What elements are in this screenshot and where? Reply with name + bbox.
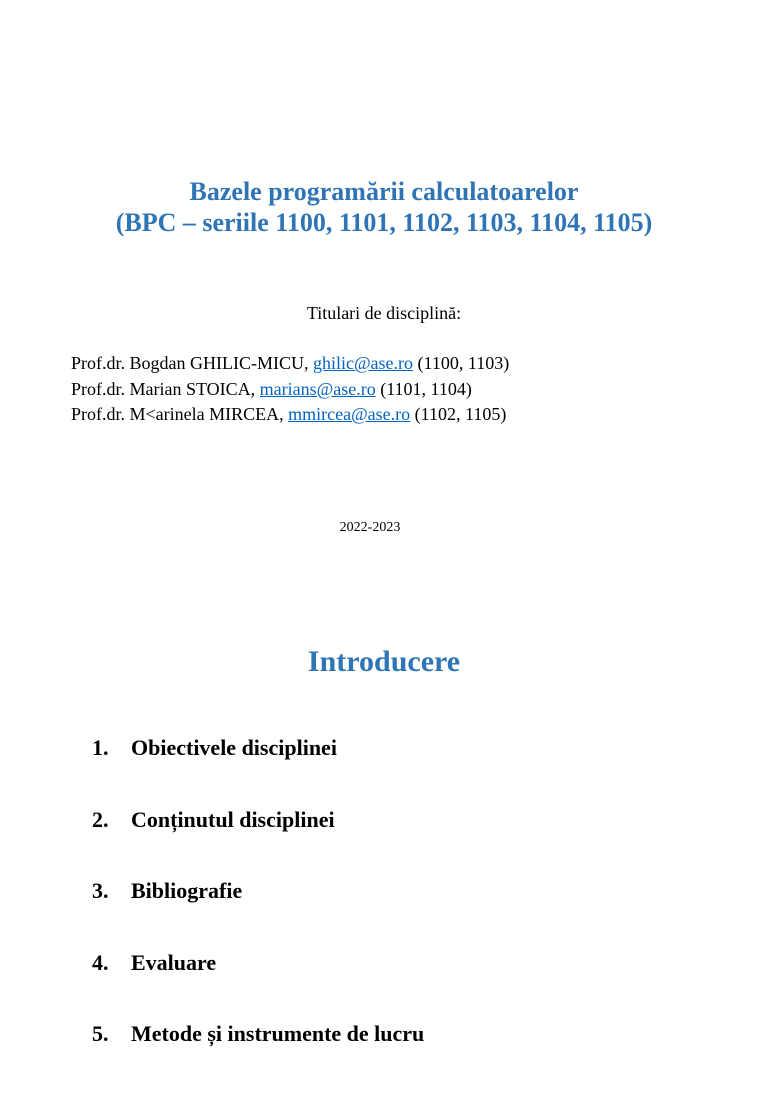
professor-series: (1100, 1103)	[413, 353, 510, 373]
professor-email-link[interactable]: mmircea@ase.ro	[288, 404, 411, 424]
professor-row	[71, 351, 509, 377]
professor-series: (1102, 1105)	[410, 404, 507, 424]
titulari-label: Titulari de disciplină:	[306, 303, 462, 323]
professor-email-link[interactable]: marians@ase.ro	[259, 378, 376, 399]
toc-item-number: 4.	[92, 949, 109, 975]
toc-item	[92, 735, 424, 807]
professor-row	[71, 377, 509, 403]
toc-item-label: Metode și instrumente de lucru	[131, 1021, 425, 1046]
professor-row	[71, 402, 509, 428]
toc-item	[92, 807, 424, 879]
toc-item-number: 2.	[92, 806, 109, 832]
title-line-1: Bazele programării calculatoarelor	[189, 177, 579, 206]
toc-item	[92, 878, 424, 950]
academic-year: 2022-2023	[339, 520, 401, 535]
professor-name: Prof.dr. Marian STOICA,	[71, 378, 260, 399]
professor-name: Prof.dr. M<arinela MIRCEA,	[71, 404, 289, 424]
table-of-contents	[92, 735, 424, 1093]
toc-item-label: Obiectivele disciplinei	[131, 735, 337, 760]
toc-item-label: Conținutul disciplinei	[131, 806, 335, 832]
professor-list	[71, 351, 509, 428]
document-title	[0, 176, 768, 238]
section-heading: Introducere	[307, 645, 461, 678]
title-line-2: (BPC – seriile 1100, 1101, 1102, 1103, 1104, 1105)	[115, 208, 653, 237]
toc-item-label: Evaluare	[131, 949, 217, 975]
toc-item	[92, 950, 424, 1022]
toc-item	[92, 1021, 424, 1093]
toc-item-number: 1.	[92, 735, 109, 760]
professor-email-link[interactable]: ghilic@ase.ro	[312, 353, 414, 373]
toc-item-label: Bibliografie	[131, 878, 243, 903]
professor-name: Prof.dr. Bogdan GHILIC-MICU,	[71, 353, 313, 373]
toc-item-number: 5.	[92, 1021, 109, 1046]
professor-series: (1101, 1104)	[375, 378, 472, 399]
toc-item-number: 3.	[92, 878, 109, 903]
